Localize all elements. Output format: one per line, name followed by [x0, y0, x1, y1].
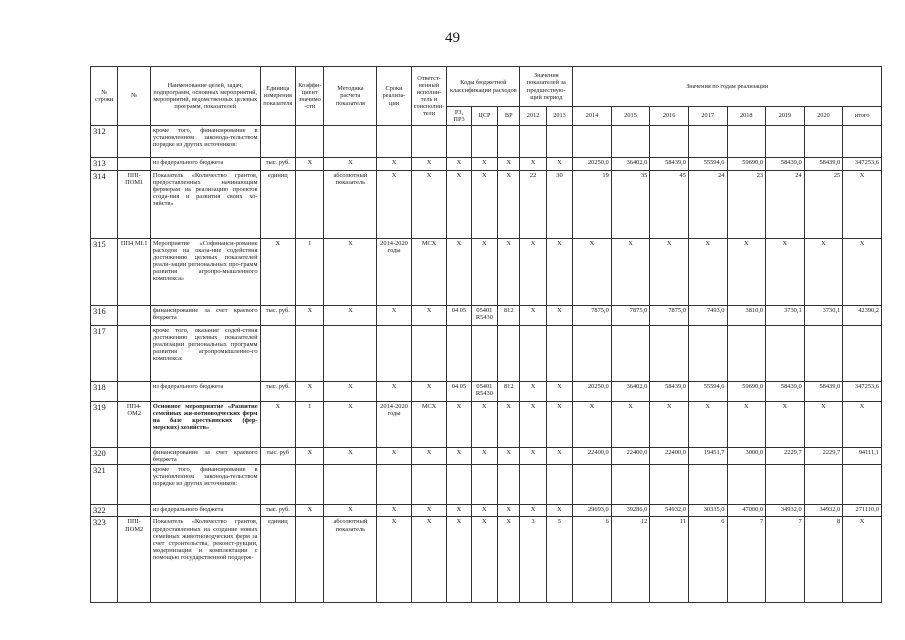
row-value-2016: 11 [650, 517, 689, 603]
row-responsible: МСХ [411, 238, 447, 305]
row-coef [296, 464, 324, 504]
row-csr: X [471, 504, 497, 517]
header-year-2012: 2012 [520, 107, 546, 126]
row-csr [471, 126, 497, 158]
row-method: X [324, 158, 377, 171]
row-responsible: X [411, 170, 447, 238]
row-unit: X [260, 401, 296, 447]
row-value-2014 [573, 464, 612, 504]
header-year-2013: 2013 [546, 107, 572, 126]
row-terms: X [377, 381, 412, 401]
row-coef: X [296, 158, 324, 171]
row-responsible [411, 126, 447, 158]
row-value-2017: 55594,6 [688, 158, 727, 171]
table-row [91, 238, 882, 305]
row-value-2015: 35 [611, 170, 650, 238]
table-row [91, 126, 882, 158]
row-csr: X [471, 170, 497, 238]
row-name: Показатель «Количество грантов, предоставленных на создание новых семейных животноводческих ферм за счет строительства, реконст-рукции, модернизации и комплектации с помощью государственной поддерж- [150, 517, 260, 603]
row-value-2012: 3 [520, 517, 546, 603]
row-vr: X [498, 170, 520, 238]
row-csr [471, 325, 497, 381]
table-row [91, 517, 882, 603]
row-name: финансирование за счет краевого бюджета [150, 305, 260, 325]
row-csr: 05401 R5430 [471, 305, 497, 325]
row-terms: X [377, 305, 412, 325]
row-value-2015 [611, 126, 650, 158]
row-csr [471, 464, 497, 504]
row-value-2017 [688, 464, 727, 504]
row-value-2013: 5 [546, 517, 572, 603]
row-value-2015: 39286,0 [611, 504, 650, 517]
row-value-2019: 3730,1 [766, 305, 805, 325]
row-coef [296, 170, 324, 238]
table-body [91, 126, 882, 603]
row-value-2014: 20250,0 [573, 381, 612, 401]
row-value-2020 [804, 325, 843, 381]
row-vr: X [498, 504, 520, 517]
row-vr [498, 464, 520, 504]
row-value-2018 [727, 126, 766, 158]
row-name: кроме того, финансирование в установленном законода-тельством порядке из других источников: [150, 464, 260, 504]
row-value-2017: 19451,7 [688, 447, 727, 464]
header-unit: Единица измерения показателя [260, 67, 296, 126]
row-responsible [411, 325, 447, 381]
row-rz: X [447, 447, 471, 464]
row-value-2012: X [520, 504, 546, 517]
row-value-2015: 36402,0 [611, 381, 650, 401]
row-value-2012: X [520, 238, 546, 305]
row-value-2016 [650, 464, 689, 504]
header-no: № [118, 67, 150, 126]
header-year-2015: 2015 [611, 107, 650, 126]
table-row [91, 381, 882, 401]
row-rz: X [447, 158, 471, 171]
row-value-2015: 36402,0 [611, 158, 650, 171]
row-code: ПП4 МI.1 [118, 238, 150, 305]
row-value-total: 271110,0 [843, 504, 882, 517]
row-value-2018: 3810,0 [727, 305, 766, 325]
row-value-2014: 7875,0 [573, 305, 612, 325]
row-coef: X [296, 504, 324, 517]
row-coef: X [296, 381, 324, 401]
row-rz: X [447, 504, 471, 517]
row-value-2019: 24 [766, 170, 805, 238]
row-value-total: X [843, 401, 882, 447]
row-vr [498, 325, 520, 381]
row-value-2016: X [650, 238, 689, 305]
row-vr: 812 [498, 381, 520, 401]
row-value-2020 [804, 126, 843, 158]
row-value-total: 42390,2 [843, 305, 882, 325]
row-csr: X [471, 158, 497, 171]
row-code: ПП4-ОМ2 [118, 401, 150, 447]
row-value-2012: X [520, 158, 546, 171]
row-value-2017: 55594,6 [688, 381, 727, 401]
row-name: кроме того, финансирование в установленном законода-тельством порядке из других источников: [150, 126, 260, 158]
row-value-2017 [688, 126, 727, 158]
row-rz: X [447, 170, 471, 238]
row-method [324, 464, 377, 504]
row-value-total: X [843, 517, 882, 603]
row-number: 315 [91, 238, 118, 305]
row-value-2017: X [688, 401, 727, 447]
row-number: 317 [91, 325, 118, 381]
header-year-values: Значения по годам реализации [573, 67, 882, 107]
row-value-2018: 3000,0 [727, 447, 766, 464]
row-value-2016: 7875,0 [650, 305, 689, 325]
row-number: 319 [91, 401, 118, 447]
row-value-2014 [573, 325, 612, 381]
row-coef: X [296, 447, 324, 464]
row-value-2013: X [546, 401, 572, 447]
row-value-2012: X [520, 381, 546, 401]
row-code [118, 447, 150, 464]
header-year-2016: 2016 [650, 107, 689, 126]
row-value-2013 [546, 325, 572, 381]
row-name: Показатель «Количество грантов, предоставленных начинающим фермерам на реализацию проектов созда-ния и развития своих хо-зяйств» [150, 170, 260, 238]
row-value-2016: 58439,0 [650, 381, 689, 401]
row-unit: единиц [260, 517, 296, 603]
row-value-2013: X [546, 504, 572, 517]
row-value-2015: 7875,0 [611, 305, 650, 325]
row-responsible: X [411, 517, 447, 603]
header-year-2014: 2014 [573, 107, 612, 126]
row-value-2016: 54932,0 [650, 504, 689, 517]
row-value-2012 [520, 126, 546, 158]
row-rz [447, 126, 471, 158]
row-vr [498, 126, 520, 158]
row-value-2013 [546, 126, 572, 158]
row-value-2018: X [727, 401, 766, 447]
row-value-2017: 7493,0 [688, 305, 727, 325]
row-method: X [324, 504, 377, 517]
row-value-2015 [611, 464, 650, 504]
row-value-total [843, 325, 882, 381]
table-row [91, 158, 882, 171]
table-row [91, 401, 882, 447]
table-row [91, 170, 882, 238]
row-value-2020: 3730,1 [804, 305, 843, 325]
row-responsible [411, 464, 447, 504]
row-value-2014: 19 [573, 170, 612, 238]
row-terms: X [377, 504, 412, 517]
row-value-2020: 58439,0 [804, 158, 843, 171]
row-rz [447, 464, 471, 504]
row-value-2017: X [688, 238, 727, 305]
row-value-total [843, 464, 882, 504]
row-name: Мероприятие «Софинанси-рование расходов на оказа-ние содействия достижению целевых показателей реали-зации региональных про-грамм развития агропро-мышленного комплекса» [150, 238, 260, 305]
row-vr: X [498, 158, 520, 171]
row-terms [377, 126, 412, 158]
row-coef [296, 517, 324, 603]
row-value-2014: 20250,0 [573, 158, 612, 171]
row-value-2017: 30335,0 [688, 504, 727, 517]
row-value-2012: 22 [520, 170, 546, 238]
row-unit: тыс. руб. [260, 381, 296, 401]
row-method [324, 126, 377, 158]
row-code [118, 158, 150, 171]
row-value-total: 94111,1 [843, 447, 882, 464]
row-coef [296, 325, 324, 381]
row-responsible: X [411, 158, 447, 171]
row-vr: X [498, 238, 520, 305]
row-csr: X [471, 238, 497, 305]
header-total: итого [843, 107, 882, 126]
table-header [91, 67, 882, 126]
header-resp: Ответст-венный исполни-тель и соисполни-тели [411, 67, 447, 126]
row-value-2019 [766, 126, 805, 158]
row-value-2017 [688, 325, 727, 381]
row-number: 320 [91, 447, 118, 464]
row-value-2014: 29693,0 [573, 504, 612, 517]
row-value-2012: X [520, 447, 546, 464]
row-value-2020: 8 [804, 517, 843, 603]
header-rz: РЗ, ПР3 [447, 107, 471, 126]
row-value-2016: 45 [650, 170, 689, 238]
row-value-2013: X [546, 447, 572, 464]
row-unit: X [260, 238, 296, 305]
row-method: X [324, 447, 377, 464]
row-terms: X [377, 447, 412, 464]
row-vr: 812 [498, 305, 520, 325]
row-csr: X [471, 401, 497, 447]
row-value-2018: 59690,0 [727, 158, 766, 171]
row-method: X [324, 305, 377, 325]
row-vr: X [498, 517, 520, 603]
row-value-2015: 22400,0 [611, 447, 650, 464]
row-method: X [324, 401, 377, 447]
row-rz: X [447, 238, 471, 305]
row-value-2017: 24 [688, 170, 727, 238]
header-year-2020: 2020 [804, 107, 843, 126]
table-row [91, 305, 882, 325]
row-value-2020: 34932,0 [804, 504, 843, 517]
row-rz [447, 325, 471, 381]
page-number: 49 [445, 30, 460, 46]
row-value-2019: 34932,0 [766, 504, 805, 517]
row-value-2020: X [804, 238, 843, 305]
row-value-2018: 7 [727, 517, 766, 603]
row-terms [377, 325, 412, 381]
row-value-2019: 2229,7 [766, 447, 805, 464]
row-terms: X [377, 158, 412, 171]
row-name: из федерального бюджета [150, 504, 260, 517]
row-value-2019 [766, 325, 805, 381]
row-value-2013: X [546, 305, 572, 325]
row-value-2013: 30 [546, 170, 572, 238]
row-rz: X [447, 401, 471, 447]
row-value-2019: 58439,0 [766, 158, 805, 171]
row-value-2012: X [520, 401, 546, 447]
row-value-2020: 2229,7 [804, 447, 843, 464]
row-value-2014: X [573, 238, 612, 305]
table-row [91, 504, 882, 517]
row-number: 321 [91, 464, 118, 504]
header-year-2019: 2019 [766, 107, 805, 126]
row-coef: X [296, 305, 324, 325]
row-value-total: 347253,6 [843, 381, 882, 401]
row-code [118, 325, 150, 381]
row-vr: X [498, 401, 520, 447]
header-method: Методика расчета показателя [324, 67, 377, 126]
row-code: ППI-ПОМ1 [118, 170, 150, 238]
row-code [118, 464, 150, 504]
table-row [91, 464, 882, 504]
row-terms: 2014-2020 годы [377, 401, 412, 447]
row-value-2018: 47000,0 [727, 504, 766, 517]
row-value-2017: 6 [688, 517, 727, 603]
row-code: ППI-ПОМ2 [118, 517, 150, 603]
row-value-2013 [546, 464, 572, 504]
row-terms: X [377, 170, 412, 238]
row-value-2016: 22400,0 [650, 447, 689, 464]
row-method: абсолютный показатель [324, 517, 377, 603]
row-number: 313 [91, 158, 118, 171]
row-value-total: X [843, 238, 882, 305]
row-csr: X [471, 447, 497, 464]
header-year-2017: 2017 [688, 107, 727, 126]
row-value-total: X [843, 170, 882, 238]
row-unit: единиц [260, 170, 296, 238]
row-name: из федерального бюджета [150, 381, 260, 401]
table-row [91, 447, 882, 464]
row-number: 322 [91, 504, 118, 517]
row-value-2019: X [766, 401, 805, 447]
row-value-2016: 58439,0 [650, 158, 689, 171]
row-number: 316 [91, 305, 118, 325]
header-coef: Коэффи-циент значимо-сти [296, 67, 324, 126]
row-unit: тыс. руб [260, 447, 296, 464]
row-name: из федерального бюджета [150, 158, 260, 171]
row-value-2018 [727, 464, 766, 504]
row-number: 314 [91, 170, 118, 238]
row-method: абсолютный показатель [324, 170, 377, 238]
header-terms: Сроки реализа-ции [377, 67, 412, 126]
row-value-2012 [520, 464, 546, 504]
row-vr: X [498, 447, 520, 464]
row-value-2016 [650, 126, 689, 158]
row-unit [260, 464, 296, 504]
row-csr: X [471, 517, 497, 603]
row-value-2016: X [650, 401, 689, 447]
row-value-2015 [611, 325, 650, 381]
row-value-2013: X [546, 381, 572, 401]
row-name: кроме того, оказание содей-ствия достижению целевых показателей реализации региональных программ развития агропромышленно-го комплекса: [150, 325, 260, 381]
row-rz: X [447, 517, 471, 603]
row-method: X [324, 238, 377, 305]
row-coef: 1 [296, 401, 324, 447]
row-csr: 05401 R5430 [471, 381, 497, 401]
row-code [118, 381, 150, 401]
header-budget-codes: Коды бюджетной классификации расходов [447, 67, 520, 107]
row-unit: тыс. руб. [260, 158, 296, 171]
row-unit [260, 325, 296, 381]
row-value-2019: 58439,0 [766, 381, 805, 401]
row-value-2012: X [520, 305, 546, 325]
header-vr: ВР [498, 107, 520, 126]
header-base-values: Значения показателей за предшествую-щий период [520, 67, 573, 107]
row-coef: 1 [296, 238, 324, 305]
row-value-total [843, 126, 882, 158]
row-terms: 2014-2020 годы [377, 238, 412, 305]
table-row [91, 325, 882, 381]
row-value-2014: 22400,0 [573, 447, 612, 464]
row-value-2015: X [611, 401, 650, 447]
row-rz: 04 05 [447, 305, 471, 325]
row-value-2018: 59690,0 [727, 381, 766, 401]
header-csr: ЦСР [471, 107, 497, 126]
row-value-2018: 23 [727, 170, 766, 238]
row-value-2014 [573, 126, 612, 158]
header-row-no: № строки [91, 67, 118, 126]
header-name: Наименование целей, задач, подпрограмм, основных мероприятий, мероприятий, ведомственных целевых программ, показателей [150, 67, 260, 126]
row-value-2015: X [611, 238, 650, 305]
program-indicators-table [90, 66, 882, 603]
row-code [118, 305, 150, 325]
row-value-2020: 25 [804, 170, 843, 238]
row-responsible: X [411, 305, 447, 325]
row-code [118, 126, 150, 158]
row-value-2014: 6 [573, 517, 612, 603]
row-responsible: X [411, 504, 447, 517]
header-year-2018: 2018 [727, 107, 766, 126]
row-value-2020 [804, 464, 843, 504]
row-value-2015: 12 [611, 517, 650, 603]
row-terms [377, 464, 412, 504]
row-value-2014: X [573, 401, 612, 447]
row-value-2018 [727, 325, 766, 381]
row-responsible: МСХ [411, 401, 447, 447]
row-method: X [324, 381, 377, 401]
row-name: Основное мероприятие «Развитие семейных жи-вотноводческих ферм на базе крестьянских (фер-мерских) хозяйств» [150, 401, 260, 447]
row-value-2013: X [546, 158, 572, 171]
row-rz: 04 05 [447, 381, 471, 401]
row-number: 323 [91, 517, 118, 603]
row-value-2018: X [727, 238, 766, 305]
row-terms: X [377, 517, 412, 603]
row-value-2020: X [804, 401, 843, 447]
row-code [118, 504, 150, 517]
row-value-2019: 7 [766, 517, 805, 603]
row-method [324, 325, 377, 381]
row-value-2013: X [546, 238, 572, 305]
row-responsible: X [411, 381, 447, 401]
row-responsible: X [411, 447, 447, 464]
row-coef [296, 126, 324, 158]
row-number: 312 [91, 126, 118, 158]
row-value-2012 [520, 325, 546, 381]
row-value-2020: 58439,0 [804, 381, 843, 401]
row-value-2016 [650, 325, 689, 381]
row-name: финансирование за счет краевого бюджета [150, 447, 260, 464]
row-number: 318 [91, 381, 118, 401]
row-value-2019: X [766, 238, 805, 305]
row-unit: тыс. руб. [260, 305, 296, 325]
row-unit: тыс. руб. [260, 504, 296, 517]
row-unit [260, 126, 296, 158]
row-value-total: 347253,6 [843, 158, 882, 171]
row-value-2019 [766, 464, 805, 504]
